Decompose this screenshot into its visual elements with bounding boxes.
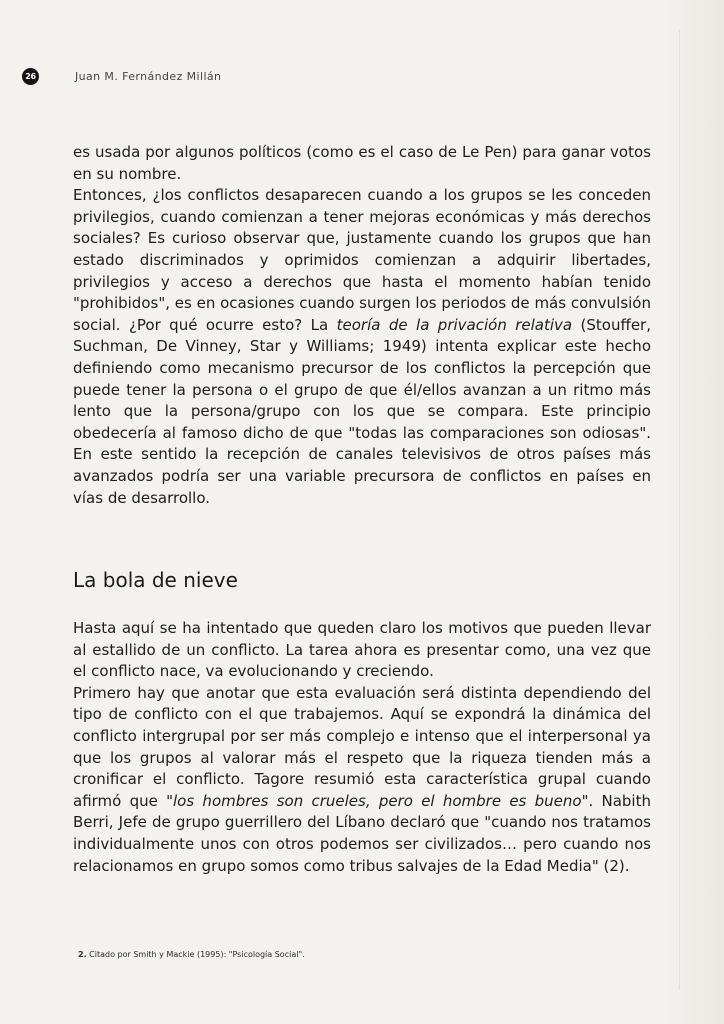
- page-header: [22, 68, 221, 85]
- section-paragraph-1: Hasta aquí se ha intentado que queden claro los motivos que pueden llevar al estallido de un conflicto. La tarea ahora es presentar como, una vez que el conflicto nace, va evolucionando y creciendo.: [73, 619, 651, 681]
- intro-text-block: [73, 142, 651, 509]
- footnote-text: Citado por Smith y Mackie (1995): "Psicología Social".: [89, 950, 305, 959]
- footnote-number: 2.: [78, 950, 87, 959]
- section-text-block: [73, 618, 651, 877]
- intro-paragraph-2-part-a: Entonces, ¿los conflictos desaparecen cuando a los grupos se les conceden privilegios, cuando comienzan a tener mejoras económicas y más derechos sociales? Es curioso observar que, justamente cuando los grupos que han estado discriminados y oprimidos comienzan a adquirir libertades, privilegios y acceso a derechos que hasta el momento habían tenido "prohibidos", es en ocasiones cuando surgen los periodos de más convulsión social. ¿Por qué ocurre esto? La: [73, 186, 651, 334]
- intro-paragraph-2: [73, 185, 651, 509]
- section-heading: La bola de nieve: [73, 568, 238, 592]
- section-paragraph-2-part-b: ". Nabith Berri, Jefe de grupo guerrillero del Líbano declaró que "cuando nos tratamos individualmente unos con otros podemos ser civilizados… pero cuando nos relacionamos en grupo somos como tribus salvajes de la Edad Media" (2).: [73, 791, 651, 875]
- page-edge-shadow: [664, 0, 724, 1024]
- section-emphasis-quote: los hombres son crueles, pero el hombre es bueno: [173, 791, 582, 810]
- footnote: [78, 950, 305, 959]
- page-edge-line: [679, 30, 680, 990]
- running-head-author: Juan M. Fernández Millán: [75, 70, 222, 83]
- intro-paragraph-1: es usada por algunos políticos (como es el caso de Le Pen) para ganar votos en su nombre.: [73, 143, 651, 183]
- intro-paragraph-2-part-b: (Stouffer, Suchman, De Vinney, Star y Williams; 1949) intenta explicar este hecho definiendo como mecanismo precursor de los conflictos la percepción que puede tener la persona o el grupo de que él/ellos avanzan a un ritmo más lento que la persona/grupo con los que se compara. Este principio obedecería al famoso dicho de que "todas las comparaciones son odiosas". En este sentido la recepción de canales televisivos de otros países más avanzados podría ser una variable precursora de conflictos en países en vías de desarrollo.: [73, 315, 651, 507]
- section-paragraph-2: [73, 683, 651, 877]
- page-number-badge: 26: [22, 68, 39, 85]
- section-paragraph-2-part-a: Primero hay que anotar que esta evaluación será distinta dependiendo del tipo de conflicto con el que trabajemos. Aquí se expondrá la dinámica del conflicto intergrupal por ser más complejo e intenso que el interpersonal ya que los grupos al valorar más el respeto que la riqueza tienden más a cronificar el conflicto. Tagore resumió esta característica grupal cuando afirmó que ": [73, 683, 651, 810]
- intro-emphasis-theory: teoría de la privación relativa: [336, 315, 573, 334]
